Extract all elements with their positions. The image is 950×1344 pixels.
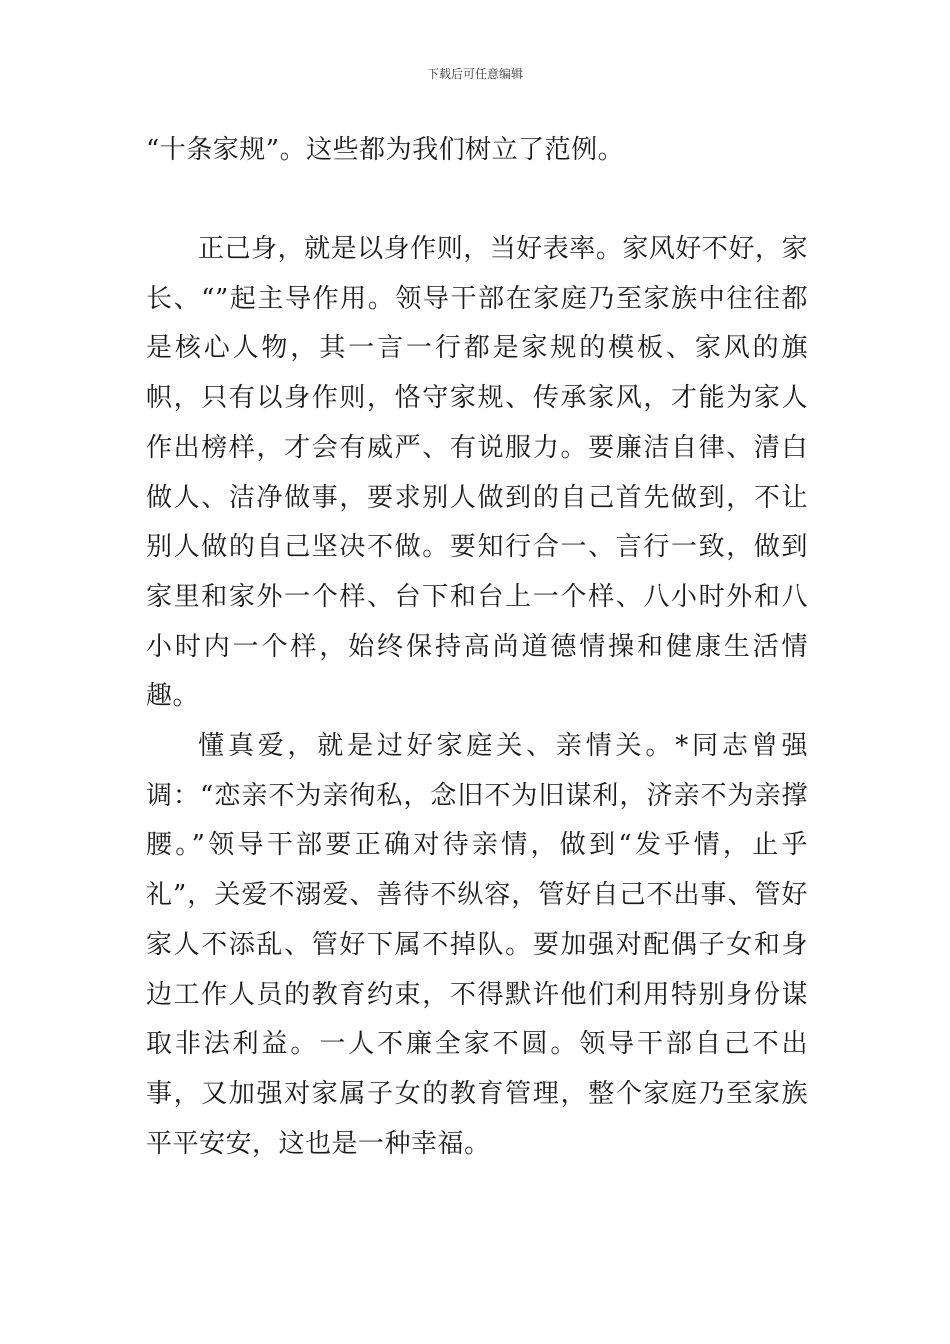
paragraph-continued: “十条家规”。这些都为我们树立了范例。 <box>146 135 625 165</box>
paragraph-self-discipline: 正己身，就是以身作则，当好表率。家风好不好，家长、“”起主导作用。领导干部在家庭乃至家族中往往都是核心人物，其一言一行都是家规的模板、家风的旗帜，只有以身作则，恪守家规、传承家风，才能为家人作出榜样，才会有威严、有说服力。要廉洁自律、清白做人、洁净做事，要求别人做到的自己首先做到，不让别人做的自己坚决不做。要知行合一、言行一致，做到家里和家外一个样、台下和台上一个样、八小时外和八小时内一个样，始终保持高尚道德情操和健康生活情趣。 <box>146 234 808 712</box>
page-header: 下载后可任意编辑 <box>426 67 523 81</box>
paragraph-true-love: 懂真爱，就是过好家庭关、亲情关。*同志曾强调：“恋亲不为亲徇私，念旧不为旧谋利，济亲不为亲撑腰。”领导干部要正确对待亲情，做到“发乎情，止乎礼”，关爱不溺爱、善待不纵容，管好自己不出事、管好家人不添乱、管好下属不掉队。要加强对配偶子女和身边工作人员的教育约束，不得默许他们利用特别身份谋取非法利益。一人不廉全家不圆。领导干部自己不出事，又加强对家属子女的教育管理，整个家庭乃至家族平平安安，这也是一种幸福。 <box>146 731 808 1159</box>
